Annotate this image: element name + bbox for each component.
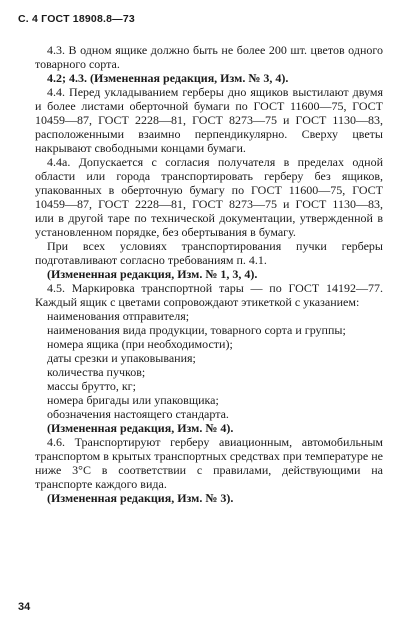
paragraph-4-4: 4.4. Перед укладыванием герберы дно ящиков выстилают двумя и более листами оберточной бумаги по ГОСТ 11600—75, ГОСТ 10459—87, ГОСТ 2228—81, ГОСТ 8273—75 и ГОСТ 1130—83, расположенными взаимно перпендикулярно. Сверху цветы накрывают свободными концами бумаги. [35, 85, 383, 155]
label-list-item: даты срезки и упаковывания; [47, 351, 196, 365]
paragraph-preparation: При всех условиях транспортирования пучки герберы подготавливают согласно требованиям п. 4.1. [35, 239, 383, 267]
label-list-item: номера бригады или упаковщика; [47, 393, 219, 407]
label-list-item: количества пучков; [47, 365, 146, 379]
paragraph-4-4a: 4.4а. Допускается с согласия получателя в пределах одной области или города транспортировать герберу без ящиков, упакованных в оберточную бумагу по ГОСТ 11600—75, ГОСТ 10459—87, ГОСТ 2228—81, ГОСТ 8273—75 и ГОСТ 1130—83, или в другой таре по технической документации, утвержденной в установленном порядке, без обертывания в бумагу. [35, 155, 383, 239]
paragraph-4-5: 4.5. Маркировка транспортной тары — по ГОСТ 14192—77. Каждый ящик с цветами сопровождают этикеткой с указанием: [35, 281, 383, 309]
paragraph-4-3: 4.3. В одном ящике должно быть не более 200 шт. цветов одного товарного сорта. [35, 43, 383, 71]
page-header: С. 4 ГОСТ 18908.8—73 [18, 13, 135, 25]
document-body [35, 43, 383, 505]
label-list-item: обозначения настоящего стандарта. [47, 407, 229, 421]
paragraph-4-6: 4.6. Транспортируют герберу авиационным, автомобильным транспортом в крытых транспортных средствах при температуре не ниже 3°С в соответствии с правилами, действующими на транспорте каждого вида. [35, 435, 383, 491]
page-number: 34 [18, 601, 31, 613]
amendment-note: (Измененная редакция, Изм. № 4). [47, 421, 234, 435]
label-list-item: наименования вида продукции, товарного сорта и группы; [47, 323, 346, 337]
amendment-note: 4.2; 4.3. (Измененная редакция, Изм. № 3, 4). [47, 71, 289, 85]
amendment-note: (Измененная редакция, Изм. № 3). [47, 491, 234, 505]
label-list-item: наименования отправителя; [47, 309, 190, 323]
amendment-note: (Измененная редакция, Изм. № 1, 3, 4). [47, 267, 258, 281]
label-list-item: номера ящика (при необходимости); [47, 337, 233, 351]
label-list-item: массы брутто, кг; [47, 379, 136, 393]
